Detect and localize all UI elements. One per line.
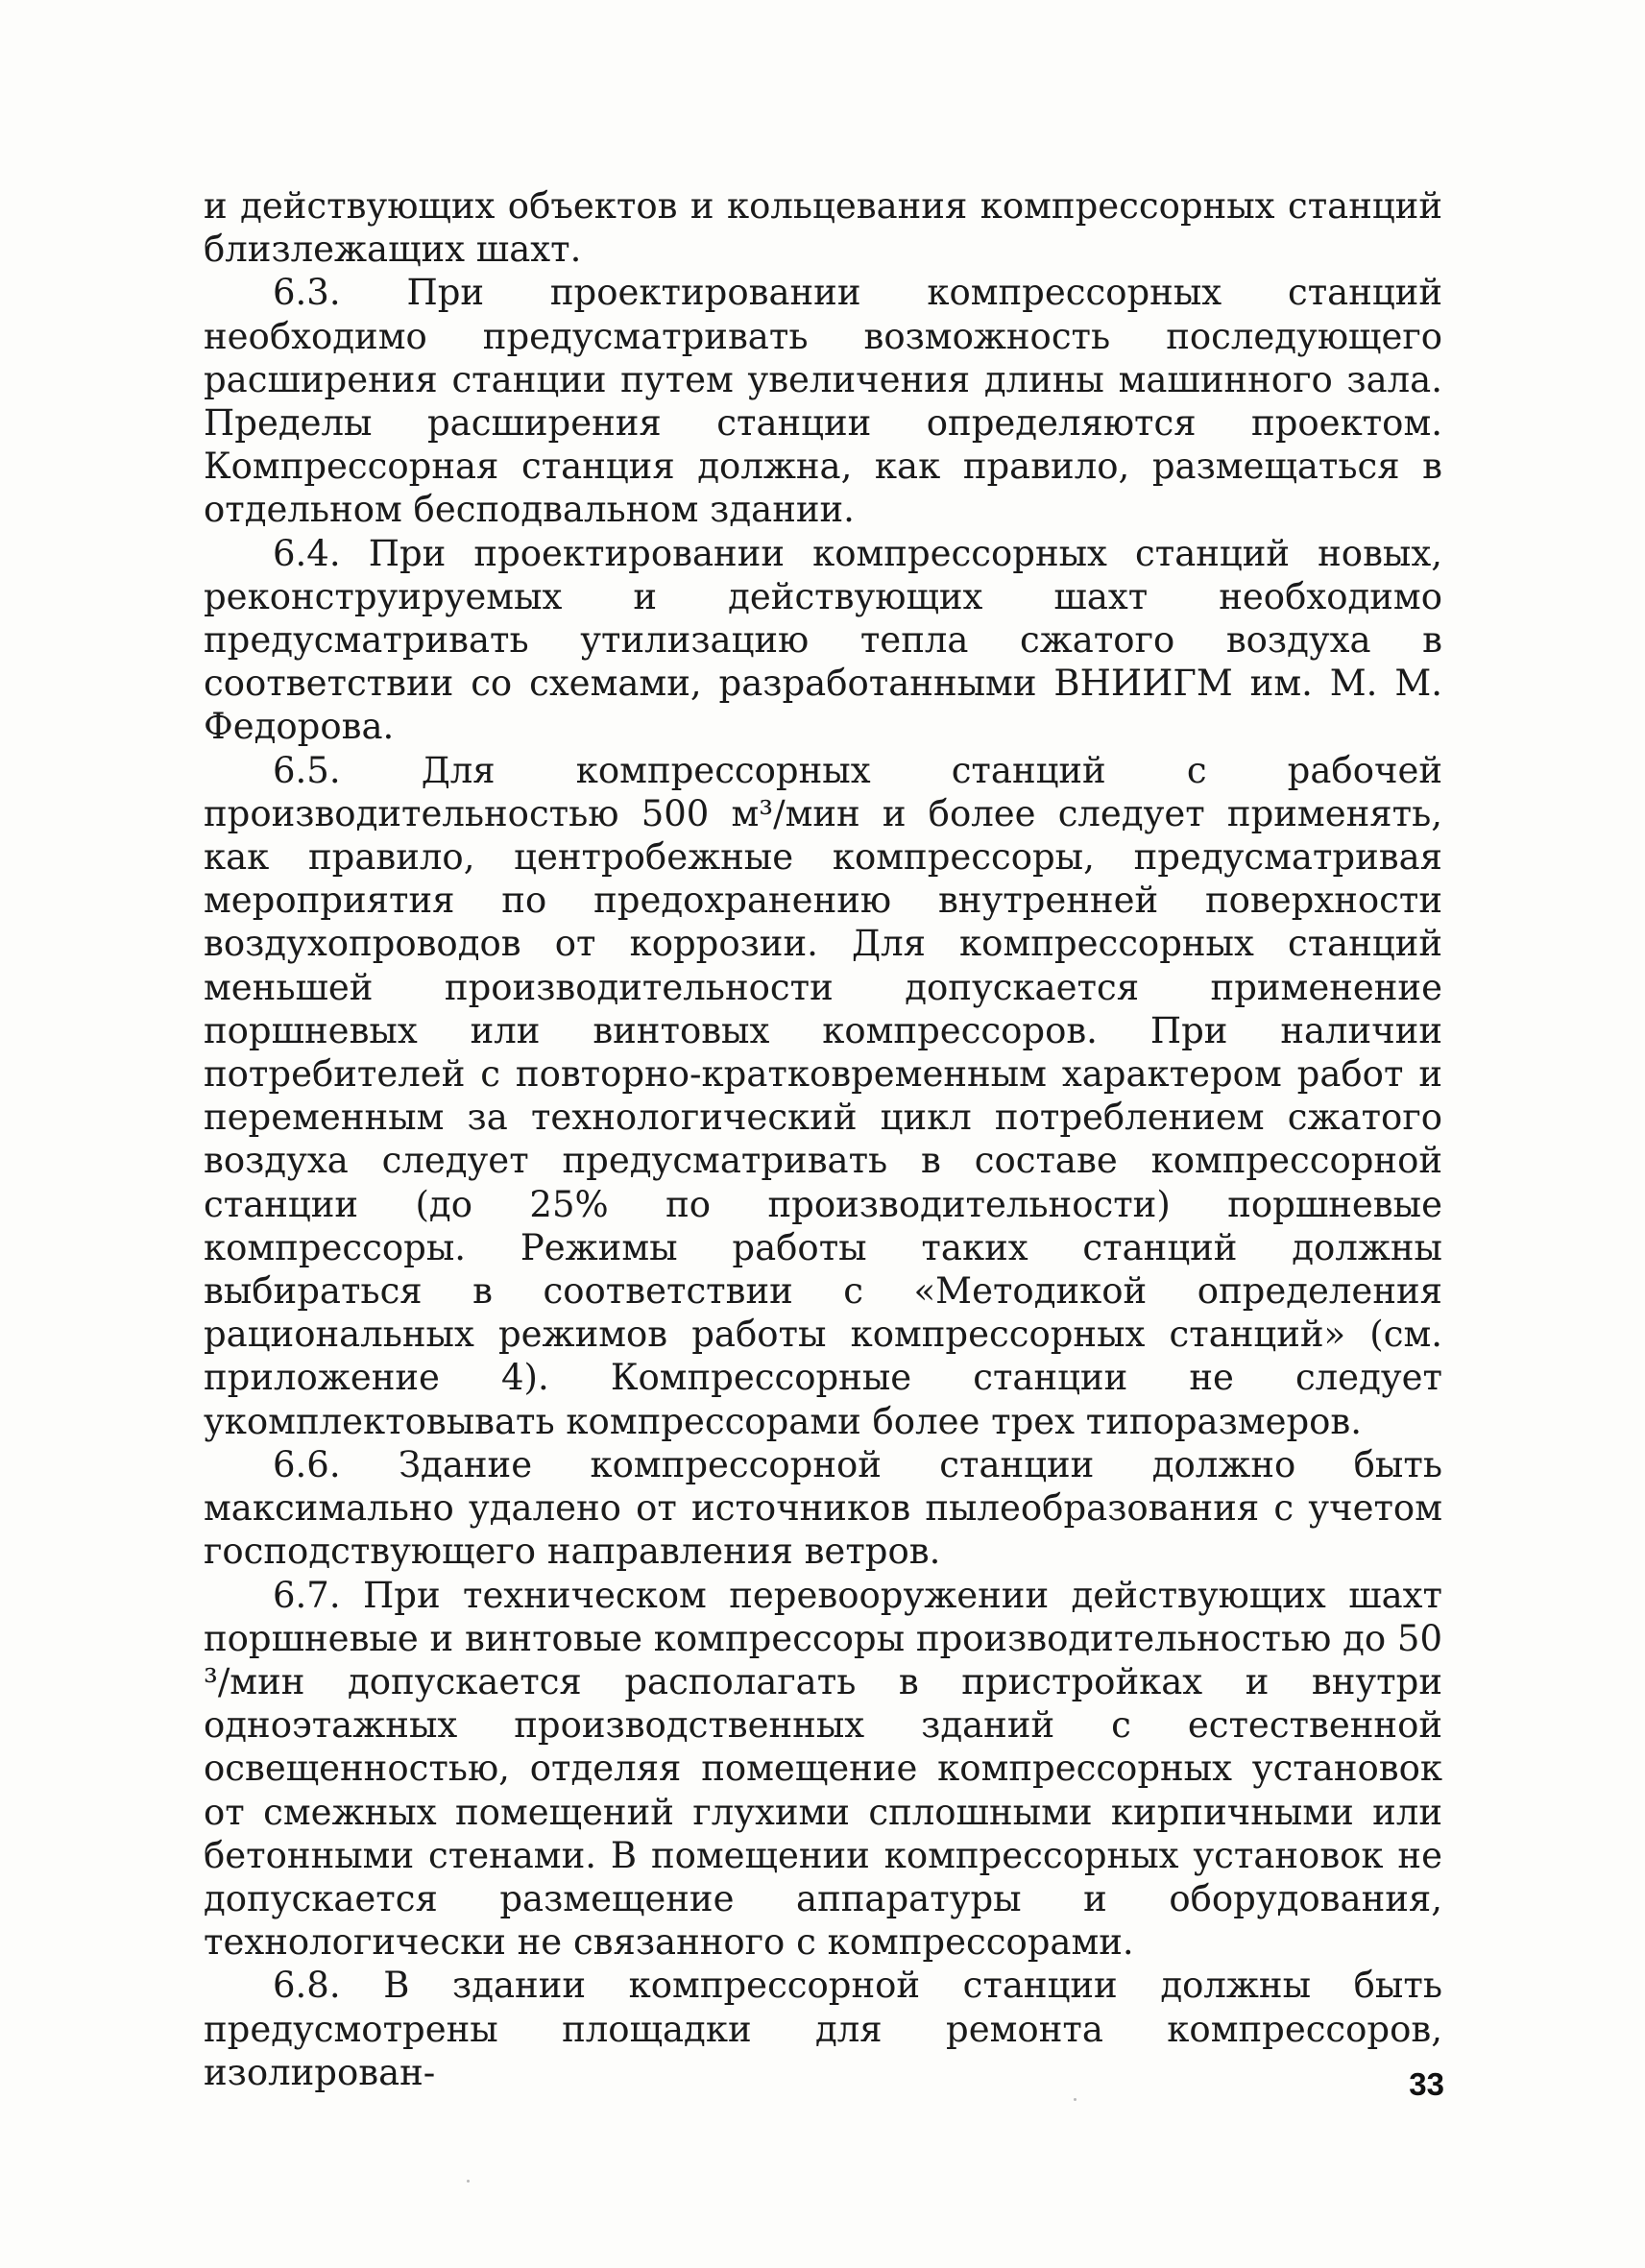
paragraph-6-3: 6.3. При проектировании компрессорных станций необходимо предусматривать возможность последующего расширения станции путем увеличения длины машинного зала. Пределы расширения станции определяются проектом. Компрессорная станция должна, как правило, размещаться в отдельном бесподвальном здании. [204, 272, 1442, 531]
paragraph-6-8: 6.8. В здании компрессорной станции должны быть предусмотрены площадки для ремонта компрессоров, изолирован- [204, 1965, 1442, 2093]
paragraph-continuation: и действующих объектов и кольцевания компрессорных станций близлежащих шахт. [204, 185, 1442, 271]
paragraph-6-5: 6.5. Для компрессорных станций с рабочей производительностью 500 м³/мин и более следует применять, как правило, центробежные компрессоры, предусматривая мероприятия по предохранению внутренней поверхности воздухопроводов от коррозии. Для компрессорных станций меньшей производительности допускается применение поршневых или винтовых компрессоров. При наличии потребителей с повторно-кратковременным характером работ и переменным за технологический цикл потреблением сжатого воздуха следует предусматривать в составе компрессорной станции (до 25% по производительности) поршневые компрессоры. Режимы работы таких станций должны выбираться в соответствии с «Методикой определения рациональных режимов работы компрессорных станций» (см. приложение 4). Компрессорные станции не следует укомплектовывать компрессорами более трех типоразмеров. [204, 749, 1442, 1442]
scan-speck [467, 2180, 470, 2183]
scan-speck [1074, 2098, 1077, 2101]
paragraph-6-6: 6.6. Здание компрессорной станции должно быть максимально удалено от источников пылеобразования с учетом господствующего направления ветров. [204, 1443, 1442, 1573]
paragraph-6-4: 6.4. При проектировании компрессорных станций новых, реконструируемых и действующих шахт необходимо предусматривать утилизацию тепла сжатого воздуха в соответствии со схемами, разработанными ВНИИГМ им. М. М. Федорова. [204, 532, 1442, 748]
page-number: 33 [1409, 2066, 1444, 2102]
paragraph-6-7: 6.7. При техническом перевооружении действующих шахт поршневые и винтовые компрессоры производительностью до 50 ³/мин допускается располагать в пристройках и внутри одноэтажных производственных зданий с естественной освещенностью, отделяя помещение компрессорных установок от смежных помещений глухими сплошными кирпичными или бетонными стенами. В помещении компрессорных установок не допускается размещение аппаратуры и оборудования, технологически не связанного с компрессорами. [204, 1574, 1442, 1964]
body-text [204, 184, 1442, 2094]
